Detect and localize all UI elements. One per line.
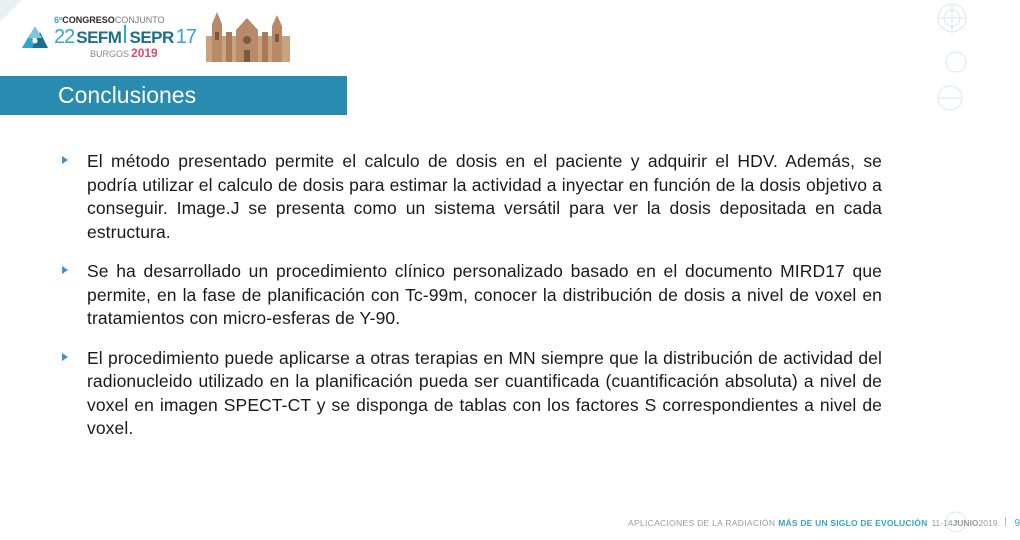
page-number: 9 (1014, 518, 1020, 529)
logo-place: BURGOS (90, 48, 130, 59)
footer-divider (1005, 517, 1006, 526)
bullet-triangle-icon (62, 266, 68, 274)
logo-org-left: SEFM (76, 27, 122, 47)
bullet-item (62, 150, 882, 244)
bullet-list (62, 150, 882, 457)
bullet-text: El procedimiento puede aplicarse a otras terapias en MN siempre que la distribución de actividad del radionucleido utilizado en la planificación pueda ser cuantificada (cuantificación absoluta) a nivel de voxel en imagen SPECT-CT y se disponga de tablas con los factores S correspondientes a nivel de voxel. (87, 347, 882, 438)
slide-title-bar (0, 76, 347, 115)
slide-title: Conclusiones (58, 82, 197, 108)
logo-mark-icon (20, 24, 50, 50)
logo-conjunto: CONJUNTO (114, 14, 165, 25)
logo-edition: 6º (54, 14, 63, 25)
footer-month: JUNIO (952, 518, 979, 528)
corner-ornament-icon (910, 0, 960, 120)
footer-dates: 11-14 (931, 518, 953, 528)
bullet-triangle-icon (62, 353, 68, 361)
logo-year: 2019 (131, 45, 158, 60)
congress-logo (20, 10, 294, 64)
bullet-item (62, 347, 882, 441)
slide-footer (628, 517, 1020, 529)
bullet-text: El método presentado permite el calculo de dosis en el paciente y adquirir el HDV. Además, se podría utilizar el calculo de dosis para estimar la actividad a inyectar en función de la dosis objetivo a conseguir. Image.J se presenta como un sistema versátil para ver la dosis depositada en cada estructura. (87, 151, 882, 242)
logo-org-right: SEPR (129, 27, 174, 47)
footer-theme: APLICACIONES DE LA RADIACIÓN (628, 518, 776, 528)
logo-separator (124, 25, 126, 43)
logo-text (54, 16, 198, 59)
logo-num-left: 22 (54, 25, 75, 48)
corner-ornament-icon (0, 0, 22, 22)
logo-num-right: 17 (175, 25, 197, 48)
footer-tagline: MÁS DE UN SIGLO DE EVOLUCIÓN (778, 518, 928, 528)
bullet-item (62, 260, 882, 331)
bullet-text: Se ha desarrollado un procedimiento clínico personalizado basado en el documento MIRD17 que permite, en la fase de planificación con Tc-99m, conocer la distribución de dosis a nivel de voxel en tratamientos con micro-esferas de Y-90. (87, 261, 882, 328)
bullet-triangle-icon (62, 156, 68, 164)
cathedral-icon (202, 12, 294, 62)
logo-congreso: CONGRESO (62, 14, 115, 25)
footer-year: 2019 (978, 518, 998, 528)
